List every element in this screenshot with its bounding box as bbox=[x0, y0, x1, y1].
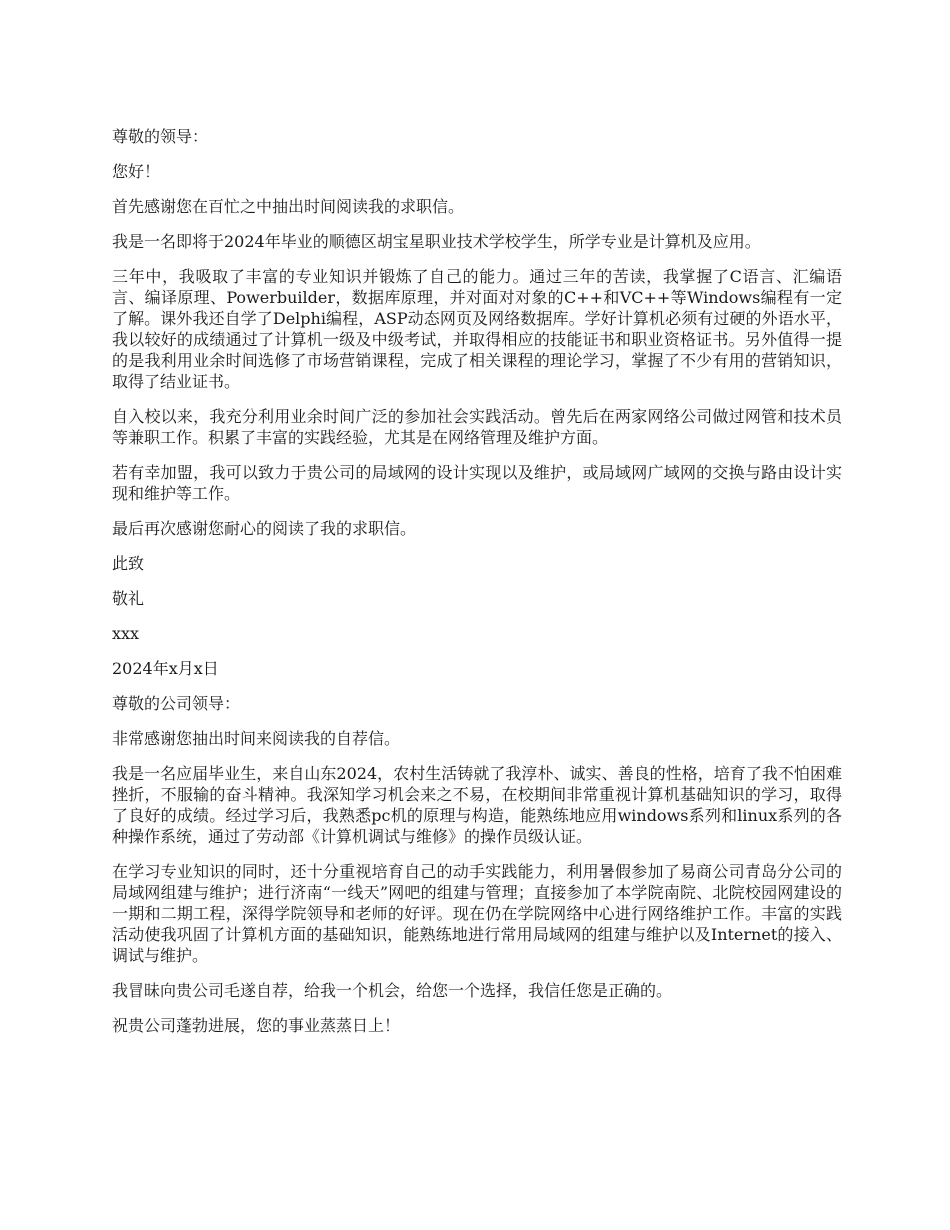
letter1-paragraph: 自入校以来，我充分利用业余时间广泛的参加社会实践活动。曾先后在两家网络公司做过网管和技术员等兼职工作。积累了丰富的实践经验，尤其是在网络管理及维护方面。 bbox=[112, 407, 842, 447]
letter2-paragraph: 非常感谢您抽出时间来阅读我的自荐信。 bbox=[112, 729, 401, 748]
letter1-date: 2024年x月x日 bbox=[112, 659, 219, 678]
letter1-paragraph: 最后再次感谢您耐心的阅读了我的求职信。 bbox=[112, 519, 417, 538]
letter2-paragraph: 我是一名应届毕业生，来自山东2024，农村生活铸就了我淳朴、诚实、善良的性格，培育了我不怕困难挫折，不服输的奋斗精神。我深知学习机会来之不易，在校期间非常重视计算机基础知识的学习，取得了良好的成绩。经过学习后，我熟悉pc机的原理与构造，能熟练地应用windows系列和linux系列的各种操作系统，通过了劳动部《计算机调试与维修》的操作员级认证。 bbox=[112, 764, 842, 846]
letter1-greeting: 您好！ bbox=[112, 162, 161, 181]
letter1-paragraph: 三年中，我吸取了丰富的专业知识并锻炼了自己的能力。通过三年的苦读，我掌握了C语言、汇编语言、编译原理、Powerbuilder，数据库原理，并对面对对象的C++和VC++等Windows编程有一定了解。课外我还自学了Delphi编程，ASP动态网页及网络数据库。学好计算机必须有过硬的外语水平，我以较好的成绩通过了计算机一级及中级考试，并取得相应的技能证书和职业资格证书。另外值得一提的是我利用业余时间选修了市场营销课程，完成了相关课程的理论学习，掌握了不少有用的营销知识，取得了结业证书。 bbox=[112, 267, 842, 391]
letter1-paragraph: 首先感谢您在百忙之中抽出时间阅读我的求职信。 bbox=[112, 197, 465, 216]
letter1-closing: 此致 bbox=[112, 554, 145, 573]
letter1-signature: xxx bbox=[112, 624, 140, 643]
letter1-paragraph: 若有幸加盟，我可以致力于贵公司的局域网的设计实现以及维护，或局域网广域网的交换与路由设计实现和维护等工作。 bbox=[112, 463, 842, 503]
letter1-paragraph: 我是一名即将于2024年毕业的顺德区胡宝星职业技术学校学生，所学专业是计算机及应用。 bbox=[112, 232, 761, 251]
letter1-closing: 敬礼 bbox=[112, 589, 145, 608]
letter1-salutation: 尊敬的领导： bbox=[112, 127, 209, 146]
letter2-paragraph: 我冒昧向贵公司毛遂自荐，给我一个机会，给您一个选择，我信任您是正确的。 bbox=[112, 981, 673, 1000]
letter2-paragraph: 祝贵公司蓬勃进展，您的事业蒸蒸日上！ bbox=[112, 1016, 401, 1035]
letter2-paragraph: 在学习专业知识的同时，还十分重视培育自己的动手实践能力，利用暑假参加了易商公司青岛分公司的局域网组建与维护；进行济南“一线天”网吧的组建与管理；直接参加了本学院南院、北院校园网建设的一期和二期工程，深得学院领导和老师的好评。现在仍在学院网络中心进行网络维护工作。丰富的实践活动使我巩固了计算机方面的基础知识，能熟练地进行常用局域网的组建与维护以及Internet的接入、调试与维护。 bbox=[112, 862, 842, 965]
letter2-salutation: 尊敬的公司领导： bbox=[112, 694, 241, 713]
